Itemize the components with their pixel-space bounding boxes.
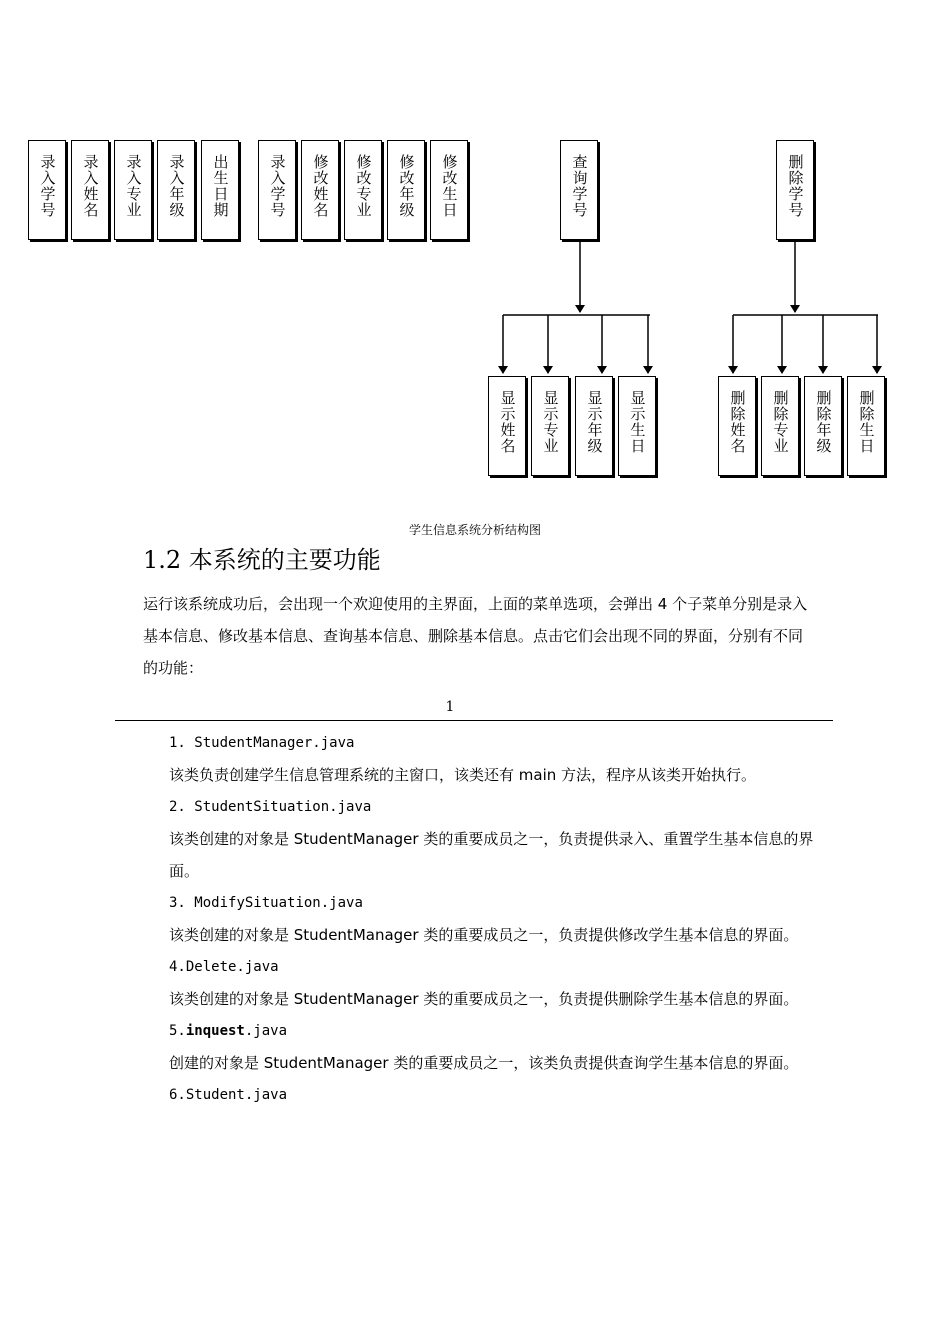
diagram-box-label: 修改生日 [440, 154, 459, 218]
file-name: Delete.java [185, 959, 279, 975]
diagram-box-modify-birthday [430, 140, 468, 240]
diagram-box-delete-id [776, 140, 814, 240]
file-number: 6. [169, 1087, 186, 1103]
diagram-box-label: 显示生日 [628, 390, 647, 454]
file-number: 3. [169, 895, 195, 911]
intro-paragraph: 运行该系统成功后，会出现一个欢迎使用的主界面，上面的菜单选项，会弹出 4 个子菜单分别是录入基本信息、修改基本信息、查询基本信息、删除基本信息。点击它们会出现不同的界面，分别有不同的功能： [143, 595, 808, 677]
file-description: 该类创建的对象是 StudentManager 类的重要成员之一，负责提供录入、重置学生基本信息的界面。 [169, 830, 814, 880]
section-heading: 1.2 本系统的主要功能 [143, 546, 381, 574]
diagram-box-label: 修改姓名 [311, 154, 330, 218]
diagram-box-label: 出生日期 [211, 154, 230, 218]
diagram-box-input-id-2 [258, 140, 296, 240]
diagram-box-input-id [28, 140, 66, 240]
diagram-box-label: 录入学号 [38, 154, 57, 218]
file-name-bold: inquest [185, 1023, 245, 1039]
diagram-box-delete-grade [804, 376, 842, 476]
diagram-box-label: 删除姓名 [728, 390, 747, 454]
file-number: 4. [169, 959, 186, 975]
file-title [169, 951, 819, 983]
diagram-box-input-name [71, 140, 109, 240]
diagram-box-input-grade [157, 140, 195, 240]
diagram-box-show-major [531, 376, 569, 476]
diagram-box-label: 删除专业 [771, 390, 790, 454]
diagram-box-label: 录入专业 [124, 154, 143, 218]
page-divider [115, 720, 833, 721]
file-name: StudentManager.java [194, 735, 355, 751]
diagram-box-label: 修改年级 [397, 154, 416, 218]
file-title [169, 727, 819, 759]
diagram-caption: 学生信息系统分析结构图 [408, 523, 541, 537]
diagram-box-delete-major [761, 376, 799, 476]
diagram-box-label: 删除学号 [786, 154, 805, 218]
diagram-box-label: 修改专业 [354, 154, 373, 218]
diagram-box-show-grade [575, 376, 613, 476]
file-title [169, 887, 819, 919]
diagram-box-label: 删除年级 [814, 390, 833, 454]
diagram-box-modify-name [301, 140, 339, 240]
diagram-box-show-name [488, 376, 526, 476]
file-title [169, 791, 819, 823]
file-name: Student.java [185, 1087, 288, 1103]
diagram-box-modify-major [344, 140, 382, 240]
page-number: 1 [445, 699, 455, 715]
file-name: ModifySituation.java [194, 895, 363, 911]
diagram-box-delete-birthday [847, 376, 885, 476]
diagram-box-query-id [560, 140, 598, 240]
diagram-box-label: 录入年级 [167, 154, 186, 218]
diagram-box-label: 显示姓名 [498, 390, 517, 454]
file-list [169, 727, 819, 1111]
file-description: 该类创建的对象是 StudentManager 类的重要成员之一，负责提供修改学生基本信息的界面。 [169, 926, 799, 944]
file-number: 1. [169, 735, 195, 751]
diagram-box-modify-grade [387, 140, 425, 240]
diagram-box-input-major [114, 140, 152, 240]
diagram-box-label: 删除生日 [857, 390, 876, 454]
diagram-box-label: 录入姓名 [81, 154, 100, 218]
diagram-box-show-birthday [618, 376, 656, 476]
diagram-box-delete-name [718, 376, 756, 476]
diagram-box-label: 录入学号 [268, 154, 287, 218]
file-name: StudentSituation.java [194, 799, 372, 815]
file-title [169, 1015, 819, 1047]
diagram-box-birth-date [201, 140, 239, 240]
diagram-box-label: 显示年级 [585, 390, 604, 454]
file-name: .java [244, 1023, 288, 1039]
diagram-box-label: 显示专业 [541, 390, 560, 454]
diagram-box-label: 查询学号 [570, 154, 589, 218]
file-description: 该类负责创建学生信息管理系统的主窗口，该类还有 main 方法，程序从该类开始执行。 [169, 766, 757, 784]
file-title [169, 1079, 819, 1111]
file-number: 2. [169, 799, 195, 815]
file-description: 创建的对象是 StudentManager 类的重要成员之一，该类负责提供查询学生基本信息的界面。 [169, 1054, 799, 1072]
file-number: 5. [169, 1023, 186, 1039]
file-description: 该类创建的对象是 StudentManager 类的重要成员之一，负责提供删除学生基本信息的界面。 [169, 990, 799, 1008]
